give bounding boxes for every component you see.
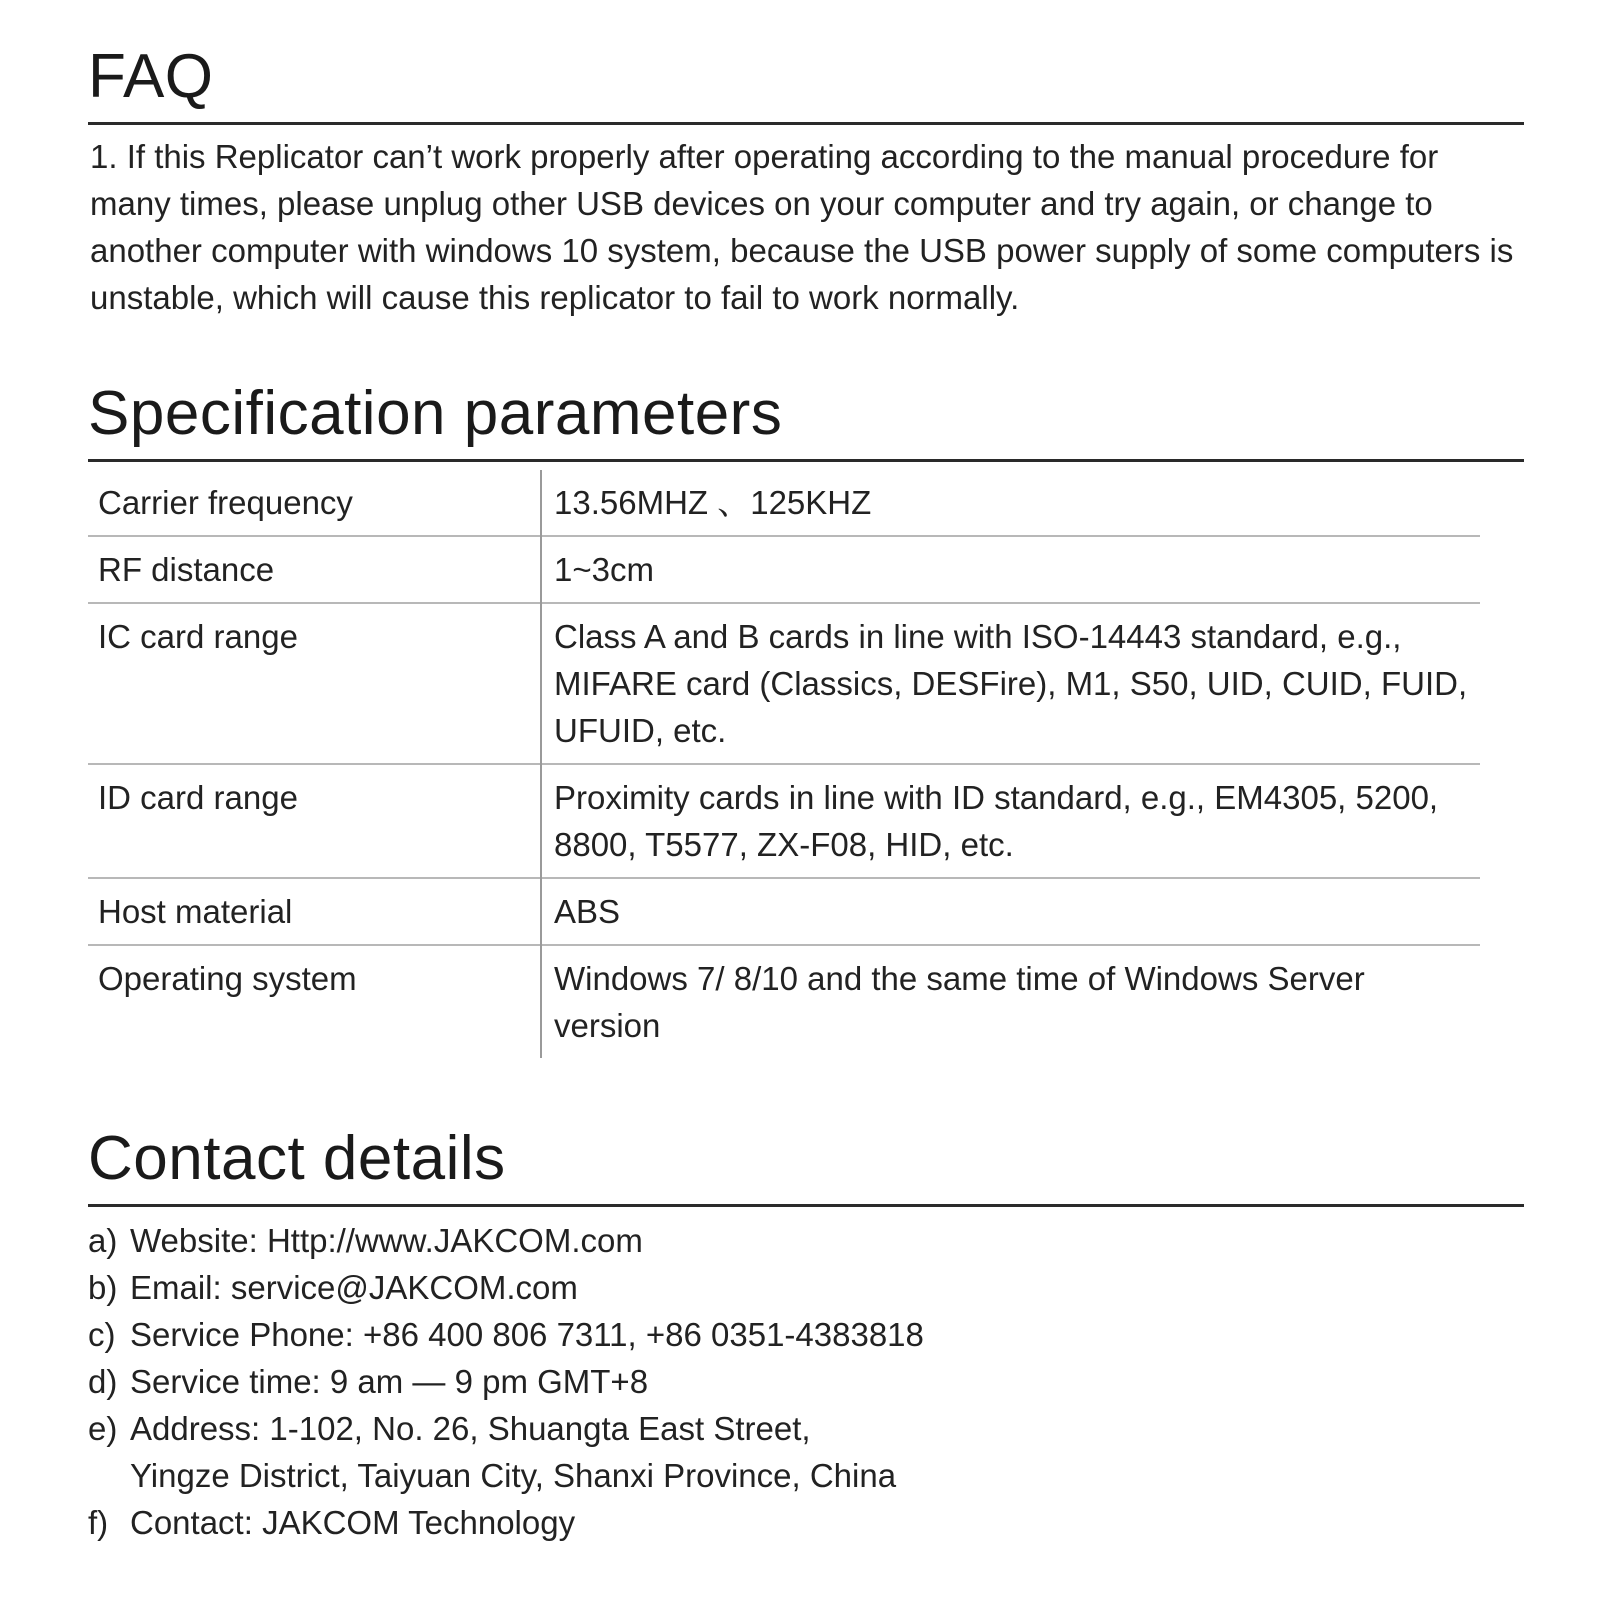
spec-label: Carrier frequency	[88, 470, 541, 536]
spec-label: ID card range	[88, 764, 541, 878]
contact-text: Contact: JAKCOM Technology	[130, 1504, 576, 1541]
spec-heading: Specification parameters	[88, 383, 1524, 462]
spec-value: 1~3cm	[541, 536, 1480, 603]
spec-value: Proximity cards in line with ID standard, e.g., EM4305, 5200, 8800, T5577, ZX-F08, HID, etc.	[541, 764, 1480, 878]
spec-row-rf-distance	[88, 536, 1480, 603]
contact-service-time	[88, 1358, 1524, 1405]
contact-company	[88, 1499, 1524, 1546]
spec-row-operating-system	[88, 945, 1480, 1058]
spec-row-ic-card-range	[88, 603, 1480, 764]
document-page	[88, 0, 1524, 1546]
contact-address	[88, 1405, 1524, 1499]
spec-label: Host material	[88, 878, 541, 945]
contact-text: Address: 1-102, No. 26, Shuangta East Street, Yingze District, Taiyuan City, Shanxi Province, China	[130, 1410, 897, 1494]
list-marker: f)	[88, 1504, 109, 1541]
contact-heading: Contact details	[88, 1128, 1524, 1207]
spec-value: Windows 7/ 8/10 and the same time of Windows Server version	[541, 945, 1480, 1058]
list-marker: a)	[88, 1222, 118, 1259]
contact-text: Service Phone: +86 400 806 7311, +86 0351-4383818	[130, 1316, 924, 1353]
spec-table	[88, 470, 1480, 1058]
spec-label: IC card range	[88, 603, 541, 764]
spec-label: Operating system	[88, 945, 541, 1058]
faq-heading: FAQ	[88, 0, 1524, 125]
faq-item-1: 1. If this Replicator can’t work properly after operating according to the manual procedure for many times, please unplug other USB devices on your computer and try again, or change to another computer with windows 10 system, because the USB power supply of some computers is unstable, which will cause this replicator to fail to work normally.	[90, 138, 1514, 316]
spec-row-id-card-range	[88, 764, 1480, 878]
spec-value: 13.56MHZ 、125KHZ	[554, 484, 872, 521]
spec-row-host-material	[88, 878, 1480, 945]
spec-row-carrier-frequency	[88, 470, 1480, 536]
list-marker: d)	[88, 1363, 118, 1400]
contact-text: Email: service@JAKCOM.com	[130, 1269, 578, 1306]
spec-label: RF distance	[88, 536, 541, 603]
contact-text: Website: Http://www.JAKCOM.com	[130, 1222, 643, 1259]
list-marker: e)	[88, 1410, 118, 1447]
spec-value: ABS	[541, 878, 1480, 945]
list-marker: b)	[88, 1269, 118, 1306]
contact-email	[88, 1264, 1524, 1311]
contact-text: Service time: 9 am — 9 pm GMT+8	[130, 1363, 649, 1400]
spec-value: Class A and B cards in line with ISO-14443 standard, e.g., MIFARE card (Classics, DESFire), M1, S50, UID, CUID, FUID, UFUID, etc.	[541, 603, 1480, 764]
contact-list	[88, 1217, 1524, 1546]
contact-website	[88, 1217, 1524, 1264]
contact-phone	[88, 1311, 1524, 1358]
list-marker: c)	[88, 1316, 116, 1353]
